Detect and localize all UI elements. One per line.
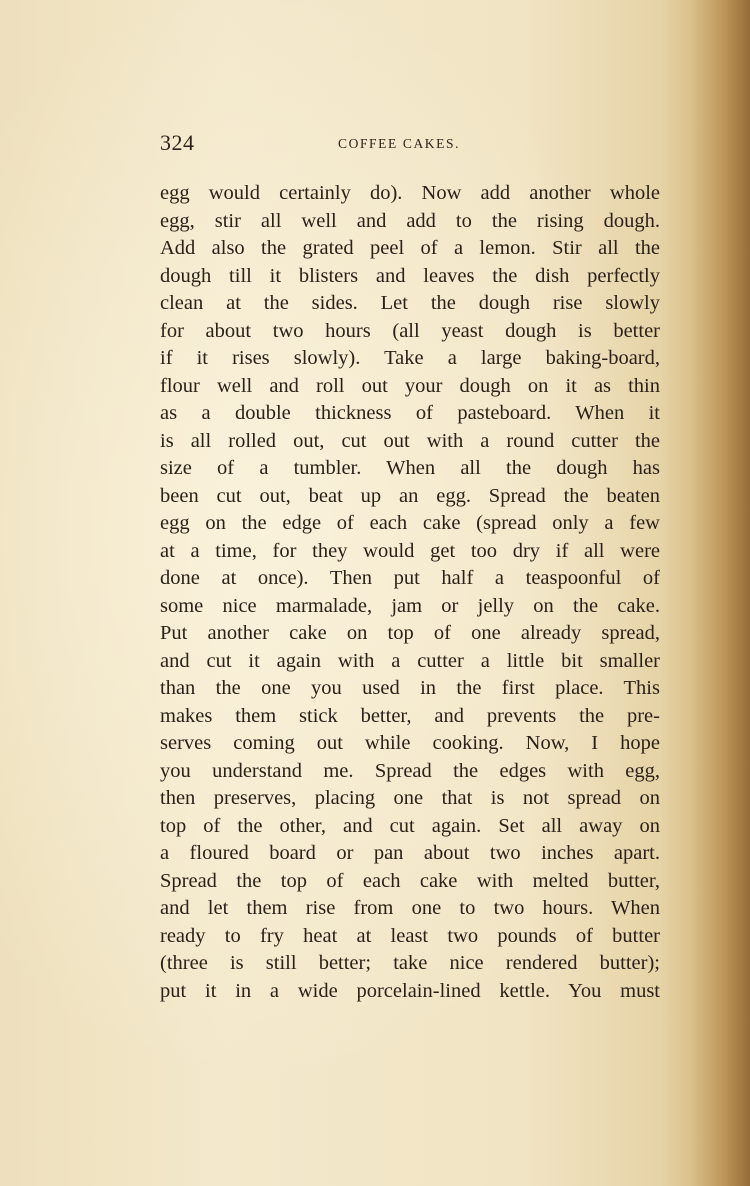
text-line: (three is still better; take nice rendered butter); [160,952,660,974]
page-number: 324 [160,130,195,155]
body-text [160,180,660,1005]
text-line: clean at the sides. Let the dough rise slowly [160,292,660,314]
text-line: as a double thickness of pasteboard. When it [160,402,660,424]
page-header [160,130,660,160]
text-line: been cut out, beat up an egg. Spread the beaten [160,484,660,507]
text-line: is all rolled out, cut out with a round cutter the [160,429,660,452]
text-line: size of a tumbler. When all the dough has [160,457,660,479]
text-line: serves coming out while cooking. Now, I hope [160,732,660,754]
text-line: egg, stir all well and add to the rising dough. [160,209,660,232]
text-line: you understand me. Spread the edges with egg, [160,759,660,782]
running-head: COFFEE CAKES. [338,136,461,151]
text-line: a floured board or pan about two inches apart. [160,842,660,864]
text-line: ready to fry heat at least two pounds of butter [160,924,660,947]
text-line: if it rises slowly). Take a large baking-board, [160,347,660,369]
text-line: makes them stick better, and prevents the pre- [160,704,660,727]
text-line: done at once). Then put half a teaspoonful of [160,567,660,589]
text-line: flour well and roll out your dough on it as thin [160,374,660,397]
text-line: Add also the grated peel of a lemon. Stir all the [160,237,660,259]
text-line: and let them rise from one to two hours. When [160,897,660,919]
text-line: egg would certainly do). Now add another whole [160,182,660,204]
text-line: some nice marmalade, jam or jelly on the cake. [160,594,660,617]
text-line: and cut it again with a cutter a little bit smaller [160,649,660,672]
text-line: egg on the edge of each cake (spread only a few [160,512,660,534]
text-line: dough till it blisters and leaves the dish perfectly [160,264,660,287]
text-line: Put another cake on top of one already spread, [160,622,660,644]
text-line: put it in a wide porcelain-lined kettle. You must [160,979,660,1002]
text-line: for about two hours (all yeast dough is better [160,319,660,342]
text-line: than the one you used in the first place. This [160,677,660,699]
text-line: then preserves, placing one that is not spread on [160,787,660,809]
text-line: at a time, for they would get too dry if all were [160,539,660,562]
text-line: Spread the top of each cake with melted butter, [160,869,660,892]
text-line: top of the other, and cut again. Set all away on [160,814,660,837]
